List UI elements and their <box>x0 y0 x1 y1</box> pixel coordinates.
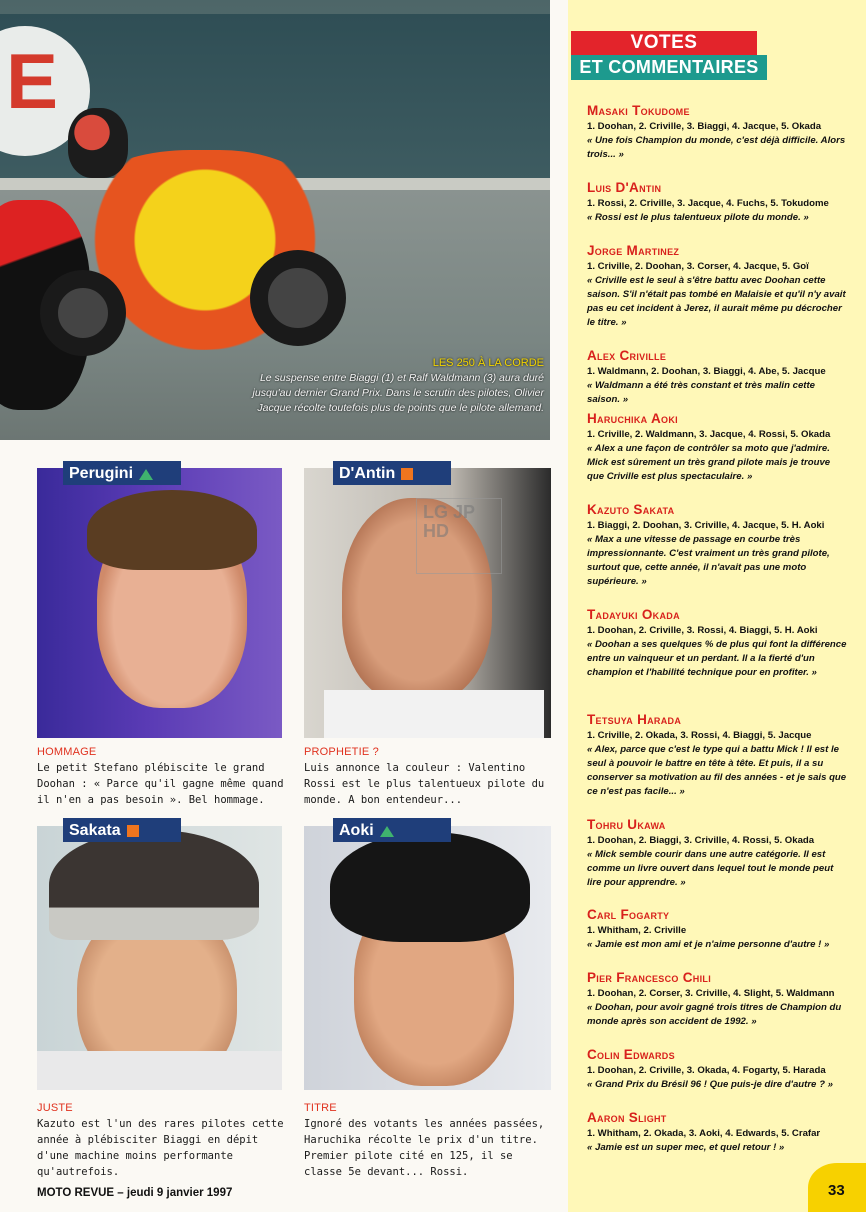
page-number-badge <box>808 1163 866 1212</box>
racing-suit <box>324 690 544 738</box>
vote-name: Tohru Ukawa <box>587 817 666 832</box>
vote-entry <box>587 102 849 162</box>
votes-title <box>571 31 767 80</box>
sign-letter: E <box>6 37 59 125</box>
vote-entry <box>587 606 849 680</box>
name-tag-label: Perugini <box>69 465 134 482</box>
vote-name: Luis D'Antin <box>587 180 662 195</box>
vote-name: Alex Criville <box>587 348 667 363</box>
vote-entry <box>587 1109 849 1155</box>
hair <box>330 832 530 942</box>
triangle-up-icon <box>139 469 153 480</box>
vote-entry <box>587 969 849 1029</box>
name-tag-perugini <box>63 461 181 485</box>
vote-quote: « Max a une vitesse de passage en courbe très impressionnante. C'est vraiment un très grand pilote, surtout que, cette année, il n'avait pas une moto supérieure. » <box>587 534 830 587</box>
votes-title-line2: ET COMMENTAIRES <box>571 55 767 80</box>
caption-perugini <box>37 744 287 808</box>
caption-sakata <box>37 1100 287 1180</box>
name-tag-label: D'Antin <box>339 465 396 482</box>
vote-entry <box>587 816 849 890</box>
caption-title: PROPHETIE ? <box>304 746 379 758</box>
triangle-up-icon <box>380 826 394 837</box>
vote-quote: « Mick semble courir dans une autre catégorie. Il est comme un livre ouvert dans lequel tout le monde peut lire pour apprendre. » <box>587 849 834 888</box>
hero-caption-text: Le suspense entre Biaggi (1) et Ralf Waldmann (3) aura duré jusqu'au dernier Grand Prix. Dans le scrutin des pilotes, Olivier Jacque récolte toutefois plus de points que le pilote allemand. <box>252 372 544 414</box>
cap <box>49 830 259 940</box>
caption-text: Luis annonce la couleur : Valentino Rossi est le plus talentueux pilote du monde. A bon entendeur... <box>304 762 545 806</box>
rear-wheel <box>250 250 346 346</box>
hero-caption <box>244 356 544 416</box>
caption-title: JUSTE <box>37 1102 73 1114</box>
caption-title: HOMMAGE <box>37 746 97 758</box>
vote-quote: « Alex a une façon de contrôler sa moto que j'admire. Mick est sûrement un très grand pilote mais je trouve que Criville est plus spectaculaire. » <box>587 443 831 482</box>
footer-publication: MOTO REVUE – jeudi 9 janvier 1997 <box>37 1187 233 1199</box>
vote-ranking: 1. Criville, 2. Waldmann, 3. Jacque, 4. Rossi, 5. Okada <box>587 429 831 440</box>
vote-quote: « Waldmann a été très constant et très malin cette saison. » <box>587 380 816 405</box>
watermark: LG JP HD <box>416 498 502 574</box>
square-icon <box>127 825 139 837</box>
caption-aoki <box>304 1100 554 1180</box>
vote-entry <box>587 1046 849 1092</box>
vote-name: Tetsuya Harada <box>587 712 682 727</box>
vote-entry <box>587 711 849 799</box>
vote-ranking: 1. Criville, 2. Okada, 3. Rossi, 4. Biaggi, 5. Jacque <box>587 730 812 741</box>
portrait-sakata <box>37 826 282 1090</box>
name-tag-sakata <box>63 818 181 842</box>
portrait-aoki <box>304 826 551 1090</box>
caption-text: Kazuto est l'un des rares pilotes cette année à plébisciter Biaggi en dépit d'une machine moins performante qu'autrefois. <box>37 1118 284 1178</box>
vote-quote: « Doohan a ses quelques % de plus qui font la différence entre un vainqueur et un perdant. Il a la fierté d'un champion et l'habilité technique pour en profiter. » <box>587 639 847 678</box>
vote-quote: « Jamie est un super mec, et quel retour ! » <box>587 1142 785 1153</box>
portrait-perugini <box>37 468 282 738</box>
hair <box>87 490 257 570</box>
vote-ranking: 1. Doohan, 2. Criville, 3. Okada, 4. Fogarty, 5. Harada <box>587 1065 826 1076</box>
vote-ranking: 1. Rossi, 2. Criville, 3. Jacque, 4. Fuchs, 5. Tokudome <box>587 198 829 209</box>
name-tag-label: Aoki <box>339 822 374 839</box>
vote-ranking: 1. Doohan, 2. Criville, 3. Rossi, 4. Biaggi, 5. H. Aoki <box>587 625 818 636</box>
vote-name: Haruchika Aoki <box>587 411 678 426</box>
hero-caption-title: LES 250 À LA CORDE <box>432 357 544 369</box>
vote-ranking: 1. Doohan, 2. Corser, 3. Criville, 4. Slight, 5. Waldmann <box>587 988 835 999</box>
shirt <box>37 1051 282 1090</box>
votes-title-line1: VOTES <box>571 31 757 55</box>
page-number: 33 <box>828 1182 845 1199</box>
vote-quote: « Doohan, pour avoir gagné trois titres de Champion du monde après son accident de 1992. » <box>587 1002 842 1027</box>
vote-ranking: 1. Criville, 2. Doohan, 3. Corser, 4. Jacque, 5. Goï <box>587 261 809 272</box>
name-tag-aoki <box>333 818 451 842</box>
caption-title: TITRE <box>304 1102 337 1114</box>
vote-ranking: 1. Doohan, 2. Criville, 3. Biaggi, 4. Jacque, 5. Okada <box>587 121 822 132</box>
vote-entry <box>587 410 849 484</box>
vote-entry <box>587 906 849 952</box>
vote-name: Carl Fogarty <box>587 907 670 922</box>
caption-text: Le petit Stefano plébiscite le grand Doohan : « Parce qu'il gagne même quand il n'en a pas besoin ». Bel hommage. <box>37 762 284 806</box>
vote-entry <box>587 501 849 589</box>
caption-text: Ignoré des votants les années passées, Haruchika récolte le prix d'un titre. Premier pilote cité en 125, il se classe 5e devant... Rossi. <box>304 1118 545 1178</box>
vote-name: Pier Francesco Chili <box>587 970 712 985</box>
vote-quote: « Alex, parce que c'est le type qui a battu Mick ! Il est le seul à pouvoir le battre en tête à tête. Et puis, il a su conserver sa motivation au fil des années - et je sais que ce n'est pas facile... » <box>587 744 847 797</box>
vote-ranking: 1. Whitham, 2. Criville <box>587 925 687 936</box>
rider-helmet <box>68 108 128 178</box>
name-tag-label: Sakata <box>69 822 121 839</box>
vote-name: Jorge Martinez <box>587 243 680 258</box>
vote-entry <box>587 347 849 407</box>
vote-name: Masaki Tokudome <box>587 103 690 118</box>
vote-ranking: 1. Biaggi, 2. Doohan, 3. Criville, 4. Jacque, 5. H. Aoki <box>587 520 825 531</box>
vote-quote: « Rossi est le plus talentueux pilote du monde. » <box>587 212 809 223</box>
vote-quote: « Une fois Champion du monde, c'est déjà difficile. Alors trois... » <box>587 135 846 160</box>
vote-name: Kazuto Sakata <box>587 502 675 517</box>
front-wheel <box>40 270 126 356</box>
vote-ranking: 1. Whitham, 2. Okada, 3. Aoki, 4. Edwards, 5. Crafar <box>587 1128 821 1139</box>
square-icon <box>401 468 413 480</box>
vote-quote: « Jamie est mon ami et je n'aime personne d'autre ! » <box>587 939 830 950</box>
name-tag-dantin <box>333 461 451 485</box>
vote-ranking: 1. Waldmann, 2. Doohan, 3. Biaggi, 4. Abe, 5. Jacque <box>587 366 826 377</box>
vote-ranking: 1. Doohan, 2. Biaggi, 3. Criville, 4. Rossi, 5. Okada <box>587 835 815 846</box>
vote-quote: « Criville est le seul à s'être battu avec Doohan cette saison. S'il n'était pas tombé en Malaisie et qu'il n'y avait pas eu cet incident à Jerez, il aurait même pu décrocher le titre. » <box>587 275 846 328</box>
vote-name: Colin Edwards <box>587 1047 675 1062</box>
vote-name: Tadayuki Okada <box>587 607 680 622</box>
vote-entry <box>587 179 849 225</box>
hero-photo <box>0 0 550 440</box>
vote-quote: « Grand Prix du Brésil 96 ! Que puis-je dire d'autre ? » <box>587 1079 833 1090</box>
vote-entry <box>587 242 849 330</box>
portrait-dantin <box>304 468 551 738</box>
caption-dantin <box>304 744 554 808</box>
vote-name: Aaron Slight <box>587 1110 667 1125</box>
